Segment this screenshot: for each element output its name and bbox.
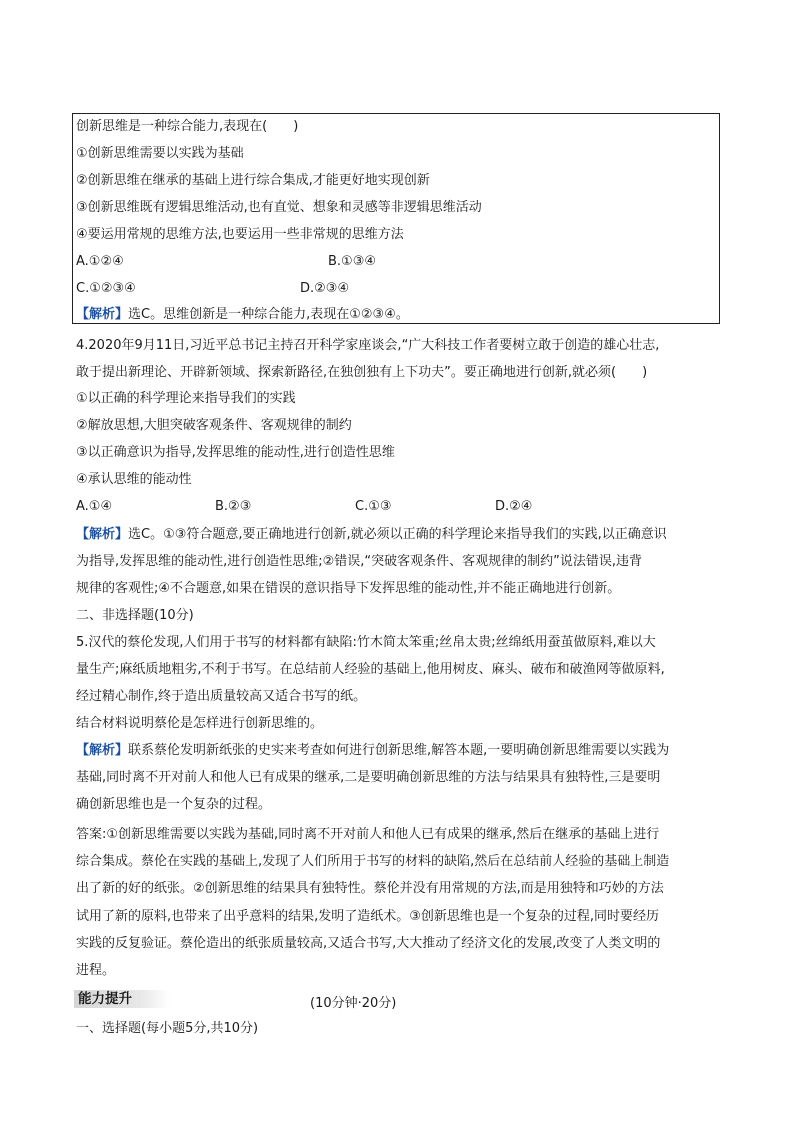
q5-question: 结合材料说明蔡伦是怎样进行创新思维的。 [76, 716, 324, 731]
boxed-question-item-3: ③创新思维既有逻辑思维活动,也有直觉、想象和灵感等非逻辑思维活动 [76, 200, 482, 215]
analysis-text: 选C。①③符合题意,要正确地进行创新,就必须以正确的科学理论来指导我们的实践,以正确意识 [128, 527, 667, 542]
boxed-question-item-1: ①创新思维需要以实践为基础 [76, 146, 244, 161]
q5-answer-line-5: 实践的反复验证。蔡伦造出的纸张质量较高,又适合书写,大大推动了经济文化的发展,改变了人类文明的 [76, 936, 661, 951]
boxed-option-c: C.①②③④ [76, 281, 136, 296]
q4-stem-line-1: 4.2020年9月11日,习近平总书记主持召开科学家座谈会,“广大科技工作者要树立敢于创造的雄心壮志, [76, 338, 660, 353]
q5-material-line-2: 量生产;麻纸质地粗劣,不利于书写。在总结前人经验的基础上,他用树皮、麻头、破布和破渔网等做原料, [76, 662, 665, 677]
q5-analysis-line-1 [76, 742, 669, 760]
q4-item-4: ④承认思维的能动性 [76, 472, 192, 487]
q5-analysis-line-3: 确创新思维也是一个复杂的过程。 [76, 797, 272, 812]
section-banner-title: 能力提升 [78, 991, 132, 1007]
boxed-option-d: D.②③④ [300, 281, 350, 296]
q5-answer-line-1: 答案:①创新思维需要以实践为基础,同时离不开对前人和他人已有成果的继承,然后在继承的基础上进行 [76, 827, 660, 842]
q4-analysis-line-2: 为指导,发挥思维的能动性,进行创造性思维;②错误,“突破客观条件、客观规律的制约”说法错误,违背 [76, 554, 643, 569]
q4-option-b: B.②③ [215, 499, 252, 514]
boxed-question-stem: 创新思维是一种综合能力,表现在( ) [76, 119, 299, 134]
boxed-option-a: A.①②④ [76, 254, 124, 269]
analysis-tag: 【解析】 [76, 743, 129, 758]
q4-analysis-line-3: 规律的客观性;④不合题意,如果在错误的意识指导下发挥思维的能动性,并不能正确地进行创新。 [76, 581, 621, 596]
q4-option-a: A.①④ [76, 499, 113, 514]
q4-item-1: ①以正确的科学理论来指导我们的实践 [76, 391, 296, 406]
boxed-option-b: B.①③④ [328, 254, 377, 269]
analysis-text: 选C。思维创新是一种综合能力,表现在①②③④。 [128, 307, 409, 322]
q4-stem-line-2: 敢于提出新理论、开辟新领域、探索新路径,在独创独有上下功夫”。要正确地进行创新,就必须( ) [76, 365, 648, 380]
q5-answer-line-3: 出了新的好的纸张。②创新思维的结果具有独特性。蔡伦并没有用常规的方法,而是用独特和巧妙的方法 [76, 881, 664, 896]
analysis-tag: 【解析】 [76, 307, 129, 322]
boxed-analysis [76, 306, 409, 324]
section-2-title: 二、非选择题(10分) [76, 608, 194, 623]
q4-option-c: C.①③ [355, 499, 392, 514]
section-time-score: (10分钟·20分) [310, 996, 397, 1011]
boxed-question-item-4: ④要运用常规的思维方法,也要运用一些非常规的思维方法 [76, 227, 404, 242]
q5-answer-line-6: 进程。 [76, 963, 116, 978]
q5-answer-line-2: 综合集成。蔡伦在实践的基础上,发现了人们所用于书写的材料的缺陷,然后在总结前人经验的基础上制造 [76, 854, 670, 869]
q4-item-2: ②解放思想,大胆突破客观条件、客观规律的制约 [76, 418, 352, 433]
q4-analysis-line-1 [76, 526, 667, 544]
q4-option-d: D.②④ [495, 499, 533, 514]
q5-material-line-1: 5.汉代的蔡伦发现,人们用于书写的材料都有缺陷:竹木简太笨重;丝帛太贵;丝绵纸用蚕茧做原料,难以大 [76, 635, 656, 650]
q5-analysis-line-2: 基础,同时离不开对前人和他人已有成果的继承,二是要明确创新思维的方法与结果具有独特性,三是要明 [76, 770, 661, 785]
q5-answer-line-4: 试用了新的原料,也带来了出乎意料的结果,发明了造纸术。③创新思维也是一个复杂的过程,同时要经历 [76, 909, 660, 924]
analysis-tag: 【解析】 [76, 527, 129, 542]
analysis-text: 联系蔡伦发明新纸张的史实来考查如何进行创新思维,解答本题,一要明确创新思维需要以实践为 [128, 743, 670, 758]
q5-material-line-3: 经过精心制作,终于造出质量较高又适合书写的纸。 [76, 689, 367, 704]
section-3-title: 一、选择题(每小题5分,共10分) [76, 1021, 259, 1036]
boxed-question-item-2: ②创新思维在继承的基础上进行综合集成,才能更好地实现创新 [76, 173, 430, 188]
q4-item-3: ③以正确意识为指导,发挥思维的能动性,进行创造性思维 [76, 445, 395, 460]
